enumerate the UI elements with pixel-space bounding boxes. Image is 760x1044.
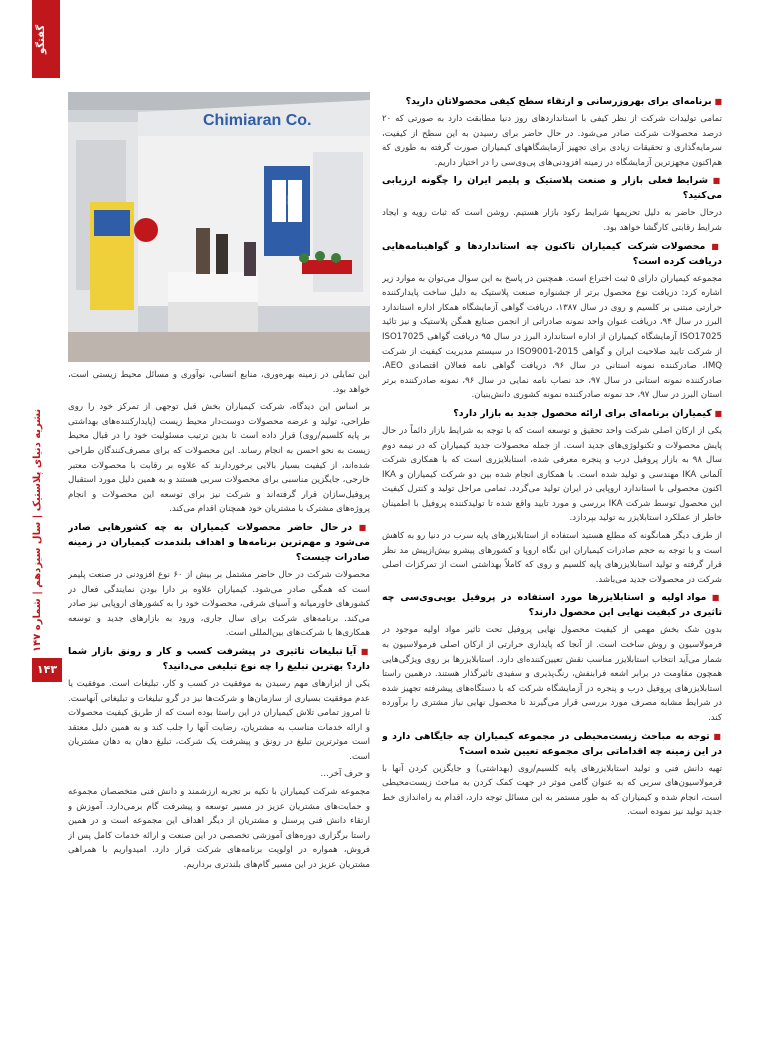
answer-paragraph: تمامی تولیدات شرکت از نظر کیفی با استانداردهای روز دنیا مطابقت دارد به صورتی که ۲۰ درصد محصولات شرکت صادر می‌شود. در حال حاضر برای رسیدن به این سطح از کیفیت، سرمایه‌گذاری و تحقیقات زیادی برای تجهیز آزمایشگاههای کیمیاران صورت گرفته به طوری که هم‌اکنون مجهزترین آزمایشگاه در زمینه افزودنی‌های پی‌وی‌سی را در اختیار داریم. — [382, 114, 722, 168]
answer-paragraph: از طرف دیگر همانگونه که مطلع هستید استفاده از استابلایزرهای پایه سرب در دنیا رو به کاهش است و با توجه به حجم صادرات کیمیاران این نگاه اروپا و کشورهای پیشرو بیش‌ازپیش مد نظر قرار گرفته و تولید استابلایزرهای پایه کلسیم و روی که کاملاً بهداشتی است از تمرکزات اصلی شرکت در محصولات جدید می‌باشد. — [382, 531, 722, 585]
answer-paragraph: درحال حاضر به دلیل تحریمها شرایط رکود بازار هستیم. روشن است که ثبات رویه و ایجاد شرایط رقابتی کارگشا خواهد بود. — [382, 208, 722, 233]
interview-question: ■ در حال حاضر محصولات کیمیاران به چه کشورهایی صادر می‌شود و مهم‌ترین برنامه‌ها و اهداف بلندمدت کیمیاران در زمینه صادرات چیست؟ — [68, 520, 370, 565]
interview-question: ■ شرایط فعلی بازار و صنعت پلاستیک و پلیمر ایران را چگونه ارزیابی می‌کنید؟ — [382, 173, 722, 203]
interview-question: ■ توجه به مباحث زیست‌محیطی در مجموعه کیمیاران چه جایگاهی دارد و در این زمینه چه اقداماتی برای مجموعه تعیین شده است؟ — [382, 729, 722, 759]
magazine-side-strip: نشریه دنیای پلاستیک | سال سیزدهم | شماره ۱۴۷ — [32, 408, 43, 652]
answer-paragraph: بدون شک بخش مهمی از کیفیت محصول نهایی پروفیل تحت تاثیر مواد اولیه موجود در فرمولاسیون و روش ساخت است. از آنجا که پایداری حرارتی از ارکان اصلی فرمولاسیون به شمار می‌آید انتخاب استابلایزر مناسب نقش تعیین‌کننده‌ای دارد. استابلایزرها بر روی ویژگی‌هایی همچون مقاومت در برابر اشعه فرابنفش، رنگ‌پذیری و سفیدی تاثیرگذار هستند. درهمین راستا استابلایزرهای پروفیل درب و پنجره در آزمایشگاه شرکت که با دستگاه‌های پیشرفته تجهیز شده در شرایط مشابه مصرف مورد بررسی قرار می‌گیرند تا محصول نهایی نیاز مشتری را برآورده کند. — [382, 625, 722, 723]
answer-paragraph: محصولات شرکت در حال حاضر مشتمل بر بیش از ۶۰ نوع افزودنی در صنعت پلیمر است که همگی صادر می‌شود. کیمیاران علاوه بر دارا بودن نمایندگی فعال در کشورهای خاورمیانه و آسیای شرقی، محصولات خود را به کشورهای اروپایی نیز صادر می‌کند. برنامه‌های شرکت برای سال جاری، ورود به بازارهای جدید و توسعه همکاری‌ها با شرکت‌های بین‌المللی است. — [68, 569, 370, 639]
answer-paragraph: یکی از ارکان اصلی شرکت واحد تحقیق و توسعه است که با توجه به شرایط بازار دائماً در حال پایش محصولات و تکنولوژی‌های جدید است. از جمله محصولات جدید کیمیاران که در نیمه دوم سال ۹۸ به بازار پروفیل درب و پنجره معرفی شده، استابلایزری است که با همکاری شرکت آلمانی IKA مهندسی و تولید شده است. با همکاری انجام شده بین دو شرکت کیمیاران و IKA اکنون محصولی با استاندارد اروپایی در ایران تولید می‌گردد. تمامی مراحل تولید و کنترل کیفیت این محصول توسط شرکت IKA بررسی و مورد تایید واقع شده تا تولیدکننده پروفیل با اطمینان خاطر از عملکرد استابلایزر به تولید بپردازد. — [382, 425, 722, 524]
article-left-column — [68, 368, 370, 1032]
answer-paragraph: این تمایلی در زمینه بهره‌وری، منابع انسانی، نوآوری و مسائل محیط زیستی است، خواهد بود. — [68, 370, 370, 395]
interview-question: ■ کیمیاران برنامه‌ای برای ارائه محصول جدید به بازار دارد؟ — [382, 406, 722, 421]
answer-paragraph: تهیه دانش فنی و تولید استابلایزرهای پایه کلسیم/روی (بهداشتی) و جایگزین کردن آنها با فرمولاسیون‌های سربی که به عنوان گامی موثر در جهت کمک کردن به مباحث زیست‌محیطی است، انجام شده و کیمیاران که به طور مستمر به این مسائل توجه دارد، اقدام به راه‌اندازی خط جدید تولید نیز نموده است. — [382, 763, 722, 818]
booth-illustration — [68, 92, 370, 362]
interview-question: ■ آیا تبلیغات تاثیری در پیشرفت کسب و کار و رونق بازار شما دارد؟ بهترین تبلیغ را چه نوع تبلیغی می‌دانید؟ — [68, 644, 370, 674]
interview-question: ■ مواد اولیه و استابلایزرها مورد استفاده در پروفیل یو‌پی‌وی‌سی چه تاثیری در کیفیت نهایی این محصول دارند؟ — [382, 590, 722, 620]
answer-paragraph: مجموعه شرکت کیمیاران با تکیه بر تجربه ارزشمند و دانش فنی متخصصان مجموعه و حمایت‌های مشتریان عزیز در مسیر توسعه و پیشرفت گام برمی‌دارد. آموزش و ارتقاء دانش فنی پرسنل و مشتریان از دیگر اهداف این مجموعه است و در همین راستا برگزاری دوره‌های آموزشی تخصصی در این صنعت و ارائه خدمات کامل پس از فروش، همواره در اولویت برنامه‌های شرکت قرار دارد. امیدواریم با همراهی مشتریان عزیز در این مسیر گام‌های بلندتری برداریم. — [68, 787, 370, 871]
interview-question: ■ برنامه‌ای برای بهروزرسانی و ارتقاء سطح کیفی محصولاتان دارید؟ — [382, 94, 722, 109]
interview-question: ■ محصولات شرکت کیمیاران تاکنون چه استانداردها و گواهینامه‌هایی دریافت کرده است؟ — [382, 239, 722, 269]
page-number: ۱۴۳ — [32, 658, 62, 682]
answer-paragraph: بر اساس این دیدگاه، شرکت کیمیاران بخش قبل توجهی از تمرکز خود را روی طراحی، تولید و عرضه محصولات دوست‌دار محیط زیست (پایدارکننده‌های بهداشتی بر پایه کلسیم/روی) قرار داده است تا بدین ترتیب مسئولیت خود را در قبال محیط زیست به نحو احسن به انجام رساند. این محصولات که برای مصرف‌کنندگان طراحی شده‌اند، از کیفیت بسیار بالایی برخوردارند که علاوه بر رقابت با محصولات معتبر خارجی، جایگزین مناسبی برای محصولات سربی هستند و به همین دلیل مورد استقبال پروفیل‌سازان قرار گرفته‌اند و شرکت نیز برای توسعه این محصولات و انجام پروژه‌های مشترک با مشتریان خود همچنان اقدام می‌کند. — [68, 402, 370, 515]
answer-paragraph: مجموعه کیمیاران دارای ۵ ثبت اختراع است. همچنین در پاسخ به این سوال می‌توان به موارد زیر اشاره کرد: دریافت نوع محصول برتر از جشنواره صنعت پلاستیک به دلیل ساخت پایدارکننده حرارتی مبتنی بر کلسیم و روی در سال ۱۳۸۷، دریافت گواهی آزمایشگاه همکار اداره استاندارد البرز در سال ۹۴، دریافت عنوان واحد نمونه صادراتی از انجمن صنایع همگن پلاستیک و نیز تائید ISO17025 آزمایشگاه کیمیاران از اداره استاندارد البرز در سال ۹۵ دریافت گواهی ISO17025 از شرکت تایید صلاحیت ایران و گواهی ISO9001-2015 در سیستم مدیریت کیفیت از شرکت IMQ، صادرکننده نمونه استانی در سال ۹۶، دریافت گواهی نامه فعالان اقتصادی AEO، صادرکننده نمونه استانی در سال ۹۷، حد نصاب نامه نمایی در سال ۹۶، نمونه صادرکننده برتر استان البرز در سال ۹۷، حد نمونه صادرکننده نمونه کشوری دانش‌بنیان. — [382, 273, 722, 401]
booth-sign: Chimiaran Co. — [203, 112, 312, 129]
booth-logo: CH — [276, 192, 298, 209]
article-right-column — [382, 92, 722, 1032]
answer-paragraph: یکی از ابزارهای مهم رسیدن به موفقیت در کسب و کار، تبلیغات است. موفقیت یا عدم موفقیت بسیاری از سازمان‌ها و شرکت‌ها نیز در گرو تبلیغات و تبلیغاتی آنهاست. تا امروز تمامی تلاش کیمیاران در این راستا بوده است که از طریق کیفیت محصولات و ارائه خدمات مناسب به مشتریان، رضایت آنها را جلب کند و به همین دلیل معتقد است موثرترین تبلیغ در رونق و پیشرفت یک شرکت، تبلیغ دهان به دهان مشتریان است. — [68, 678, 370, 762]
section-tab-label: گفتگو — [36, 24, 47, 54]
exhibition-booth-photo — [68, 92, 370, 362]
answer-paragraph: و حرف آخر… — [320, 769, 370, 780]
